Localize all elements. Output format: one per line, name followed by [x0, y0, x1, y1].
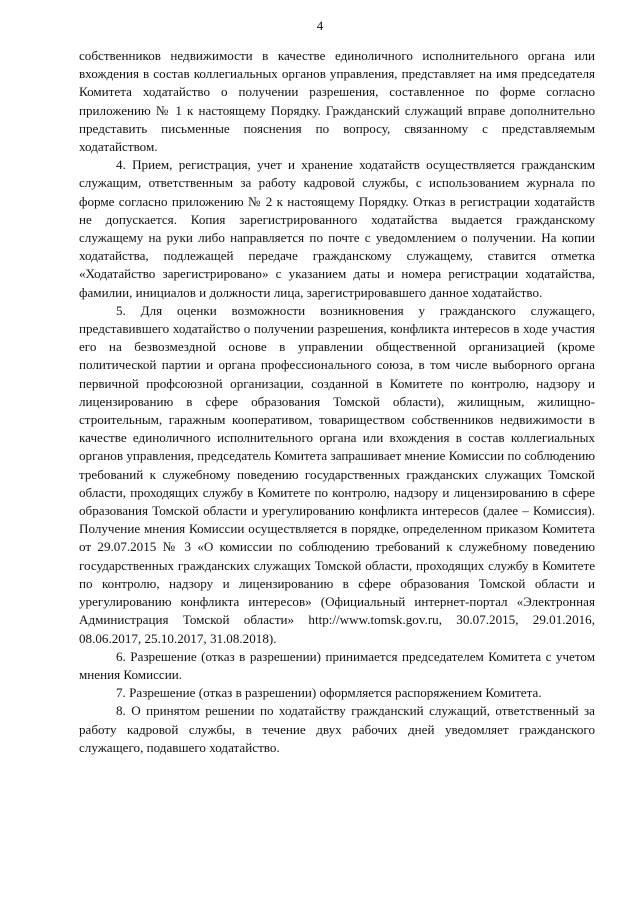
paragraph-item-8: 8. О принятом решении по ходатайству гражданский служащий, ответственный за работу кадровой службы, в течение двух рабочих дней уведомляет гражданского служащего, подавшего ходатайство.: [79, 703, 595, 755]
paragraph-item-5: 5. Для оценки возможности возникновения у гражданского служащего, представившего ходатайство о получении разрешения, конфликта интересов в ходе участия его на безвозмездной основе в управлении общественной организацией (кроме политической партии и органа профессионального союза, в том числе выборного органа первичной профсоюзной организации, созданной в Комитете по контролю, надзору и лицензированию в сфере образования Томской области), жилищным, жилищно-строительным, гаражным кооперативом, товариществом собственников недвижимости в качестве единоличного исполнительного органа или вхождения в состав коллегиальных органов управления, председатель Комитета запрашивает мнение Комиссии по соблюдению требований к служебному поведению государственных гражданских служащих Томской области, проходящих службу в Комитете по контролю, надзору и лицензированию в сфере образования Томской области и урегулированию конфликта интересов (далее – Комиссия). Получение мнения Комиссии осуществляется в порядке, определенном приказом Комитета от 29.07.2015 № 3 «О комиссии по соблюдению требований к служебному поведению государственных гражданских служащих Томской области, проходящих службу в Комитете по контролю, надзору и лицензированию в сфере образования Томской области и урегулированию конфликта интересов» (Официальный интернет-портал «Электронная Администрация Томской области» http://www.tomsk.gov.ru, 30.07.2015, 29.01.2016, 08.06.2017, 25.10.2017, 31.08.2018).: [79, 302, 595, 646]
document-body: [79, 47, 595, 757]
page-number: 4: [316, 18, 324, 33]
paragraph-continuation: собственников недвижимости в качестве единоличного исполнительного органа или вхождения в состав коллегиальных органов управления, представляет на имя председателя Комитета ходатайство о получении разрешения, составленное по форме согласно приложению № 1 к настоящему Порядку. Гражданский служащий вправе дополнительно представить письменные пояснения по вопросу, связанному с представляемым ходатайством.: [79, 48, 595, 155]
paragraph-item-7: 7. Разрешение (отказ в разрешении) оформляется распоряжением Комитета.: [116, 685, 542, 701]
paragraph-item-4: 4. Прием, регистрация, учет и хранение ходатайств осуществляется гражданским служащим, ответственным за работу кадровой службы, с использованием журнала по форме согласно приложению № 2 к настоящему Порядку. Отказ в регистрации ходатайств не допускается. Копия зарегистрированного ходатайства выдается гражданскому служащему на руки либо направляется по почте с уведомлением о получении. На копии ходатайства, подлежащей передаче гражданскому служащему, ставится отметка «Ходатайство зарегистрировано» с указанием даты и номера регистрации ходатайства, фамилии, инициалов и должности лица, зарегистрировавшего данное ходатайство.: [79, 157, 595, 300]
paragraph-item-6: 6. Разрешение (отказ в разрешении) принимается председателем Комитета с учетом мнения Комиссии.: [79, 648, 595, 682]
